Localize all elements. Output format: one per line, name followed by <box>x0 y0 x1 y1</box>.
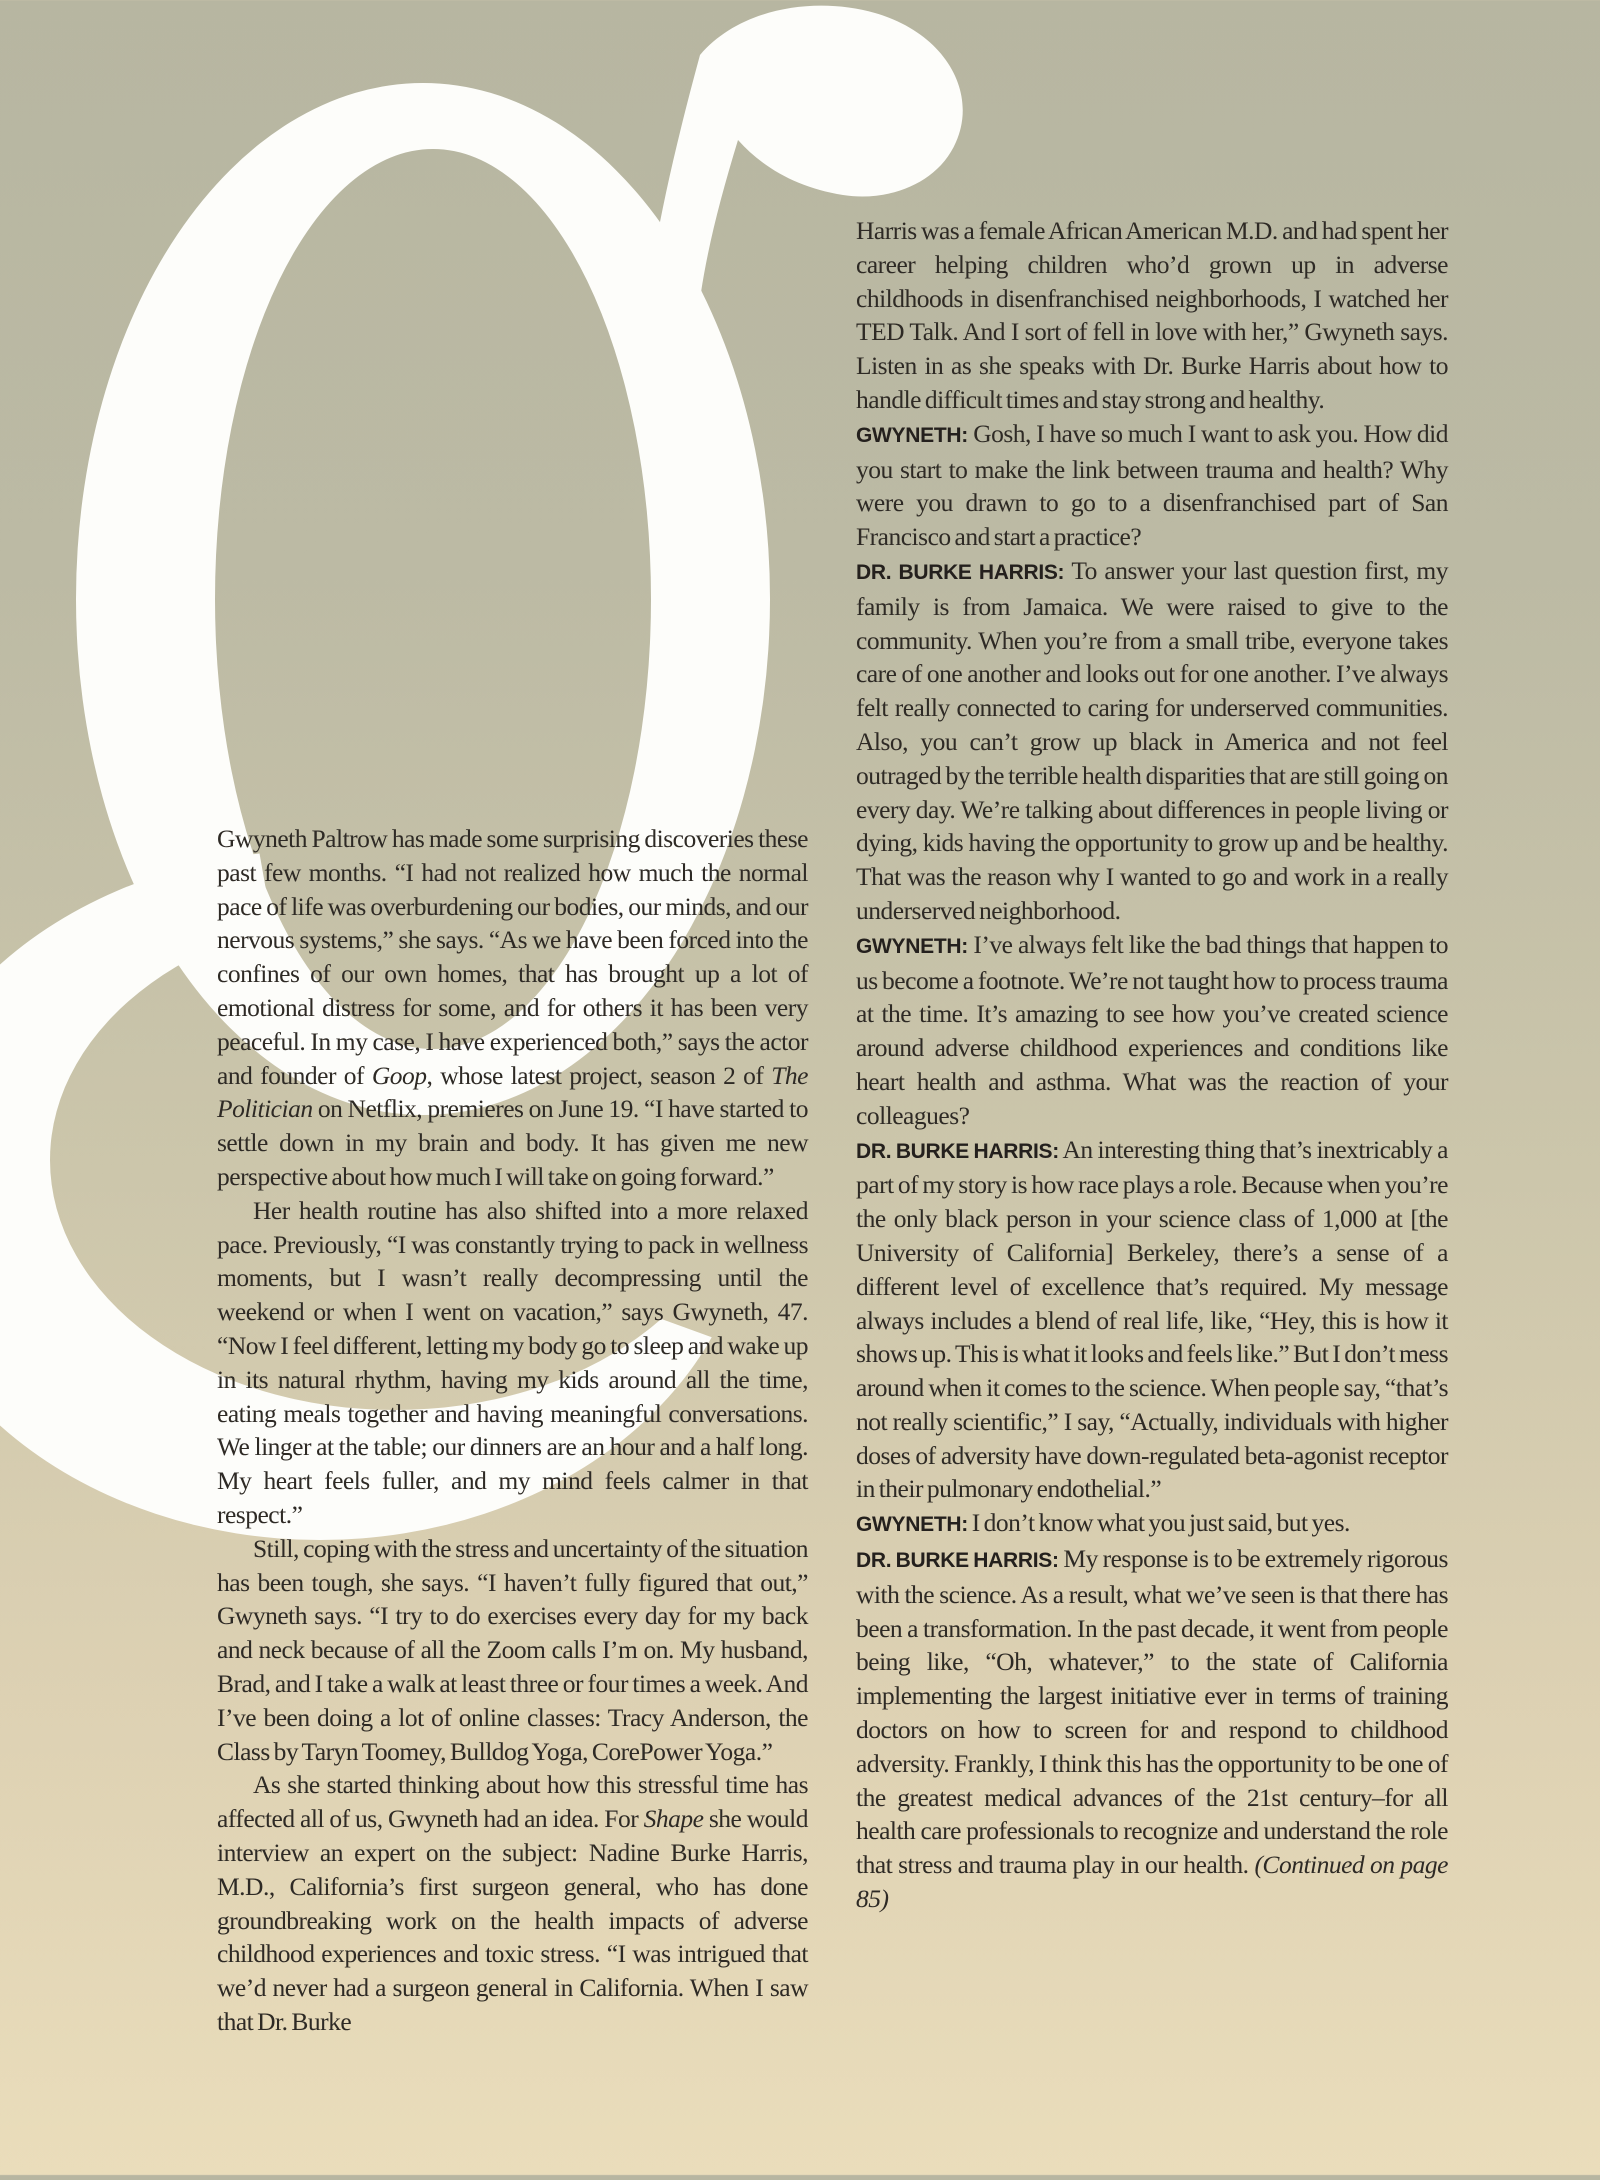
italic-run: Shape <box>643 1804 704 1834</box>
text-run: on Netflix, premieres on June 19. “I have started to settle down in my brain and body. It has given me new perspective about how much I will take on going forward.” <box>217 1094 808 1191</box>
speaker-label: GWYNETH: <box>856 1513 968 1537</box>
paragraph <box>856 928 1448 1133</box>
paragraph <box>856 554 1448 928</box>
italic-run: (Continued on page 85) <box>856 1850 1448 1914</box>
left-text-column <box>217 822 808 2039</box>
text-run: , whose latest project, season 2 of <box>426 1060 772 1090</box>
paragraph <box>217 1194 808 1532</box>
paragraph <box>856 1506 1448 1542</box>
speaker-label: DR. BURKE HARRIS: <box>856 560 1065 584</box>
paragraph <box>856 1133 1448 1507</box>
speaker-label: GWYNETH: <box>856 934 968 958</box>
text-run: I don’t know what you just said, but yes. <box>967 1508 1350 1538</box>
text-run: To answer your last question first, my family is from Jamaica. We were raised to give to the community. When you’re from a small tribe, everyone takes care of one another and looks out for one another. I’ve always felt really connected to caring for underserved communities. Also, you can’t grow up black in America and not feel outraged by the terrible health disparities that are still going on every day. We’re talking about differences in people living or dying, kids having the opportunity to grow up and be healthy. That was the reason why I wanted to go and work in a really underserved neighborhood. <box>856 555 1448 925</box>
speaker-label: GWYNETH: <box>856 423 968 447</box>
italic-run: The Politician <box>217 1060 808 1124</box>
text-run: As she started thinking about how this stressful time has affected all of us, Gwyneth had an idea. For <box>217 1770 808 1834</box>
text-run: My response is to be extremely rigorous with the science. As a result, what we’ve seen is that there has been a transformation. In the past decade, it went from people being like, “Oh, whatever,” to the state of California implementing the largest initiative ever in terms of training doctors on how to screen for and respond to childhood adversity. Frankly, I think this has the opportunity to be one of the greatest medical advances of the 21st century–for all health care professionals to recognize and understand the role that stress and trauma play in our health. <box>856 1544 1448 1880</box>
text-run: Still, coping with the stress and uncertainty of the situation has been tough, she says. “I haven’t fully figured that out,” Gwyneth says. “I try to do exercises every day for my back and neck because of all the Zoom calls I’m on. My husband, Brad, and I take a walk at least three or four times a week. And I’ve been doing a lot of online classes: Tracy Anderson, the Class by Taryn Toomey, Bulldog Yoga, CorePower Yoga.” <box>217 1533 808 1766</box>
italic-run: Goop <box>371 1060 427 1090</box>
speaker-label: DR. BURKE HARRIS: <box>856 1139 1059 1163</box>
text-run: An interesting thing that’s inextricably a part of my story is how race plays a role. Because when you’re the only black person in your science class of 1,000 at [the University of California] Berkeley, there’s a sense of a different level of excellence that’s required. My message always includes a blend of real life, like, “Hey, this is how it shows up. This is what it looks and feels like.” But I don’t mess around when it comes to the science. When people say, “that’s not really scientific,” I say, “Actually, individuals with higher doses of adversity have down-regulated beta-agonist receptor in their pulmonary endothelial.” <box>856 1134 1448 1504</box>
paragraph <box>856 1542 1448 1916</box>
paragraph <box>217 1768 808 2038</box>
paragraph <box>856 214 1448 417</box>
paragraph <box>856 417 1448 554</box>
speaker-label: DR. BURKE HARRIS: <box>856 1549 1059 1573</box>
paragraph <box>217 822 808 1194</box>
text-run: Gosh, I have so much I want to ask you. How did you start to make the link between trauma and health? Why were you drawn to go to a disenfranchised part of San Francisco and start a practice? <box>856 418 1448 552</box>
text-run: Her health routine has also shifted into a more relaxed pace. Previously, “I was constantly trying to pack in wellness moments, but I wasn’t really decompressing until the weekend or when I went on vacation,” says Gwyneth, 47. “Now I feel different, letting my body go to sleep and wake up in its natural rhythm, having my kids around all the time, eating meals together and having meaningful conversations. We linger at the table; our dinners are an hour and a half long. My heart feels fuller, and my mind feels calmer in that respect.” <box>217 1195 808 1529</box>
paragraph <box>217 1532 808 1769</box>
right-text-column <box>856 214 1448 1916</box>
text-run: Harris was a female African American M.D. and had spent her career helping children who’d grown up in adverse childhoods in disenfranchised neighborhoods, I watched her TED Talk. And I sort of fell in love with her,” Gwyneth says. Listen in as she speaks with Dr. Burke Harris about how to handle difficult times and stay strong and healthy. <box>856 216 1448 414</box>
text-run: I’ve always felt like the bad things that happen to us become a footnote. We’re not taught how to process trauma at the time. It’s amazing to see how you’ve created science around adverse childhood experiences and conditions like heart health and asthma. What was the reaction of your colleagues? <box>856 929 1448 1130</box>
text-run: she would interview an expert on the subject: Nadine Burke Harris, M.D., California’s first surgeon general, who has done groundbreaking work on the health impacts of adverse childhood experiences and toxic stress. “I was intrigued that we’d never had a surgeon general in California. When I saw that Dr. Burke <box>217 1804 809 2036</box>
text-run: Gwyneth Paltrow has made some surprising discoveries these past few months. “I had not realized how much the normal pace of life was overburdening our bodies, our minds, and our nervous systems,” she says. “As we have been forced into the confines of our own homes, that has brought up a lot of emotional distress for some, and for others it has been very peaceful. In my case, I have experienced both,” says the actor and founder of <box>217 824 808 1090</box>
